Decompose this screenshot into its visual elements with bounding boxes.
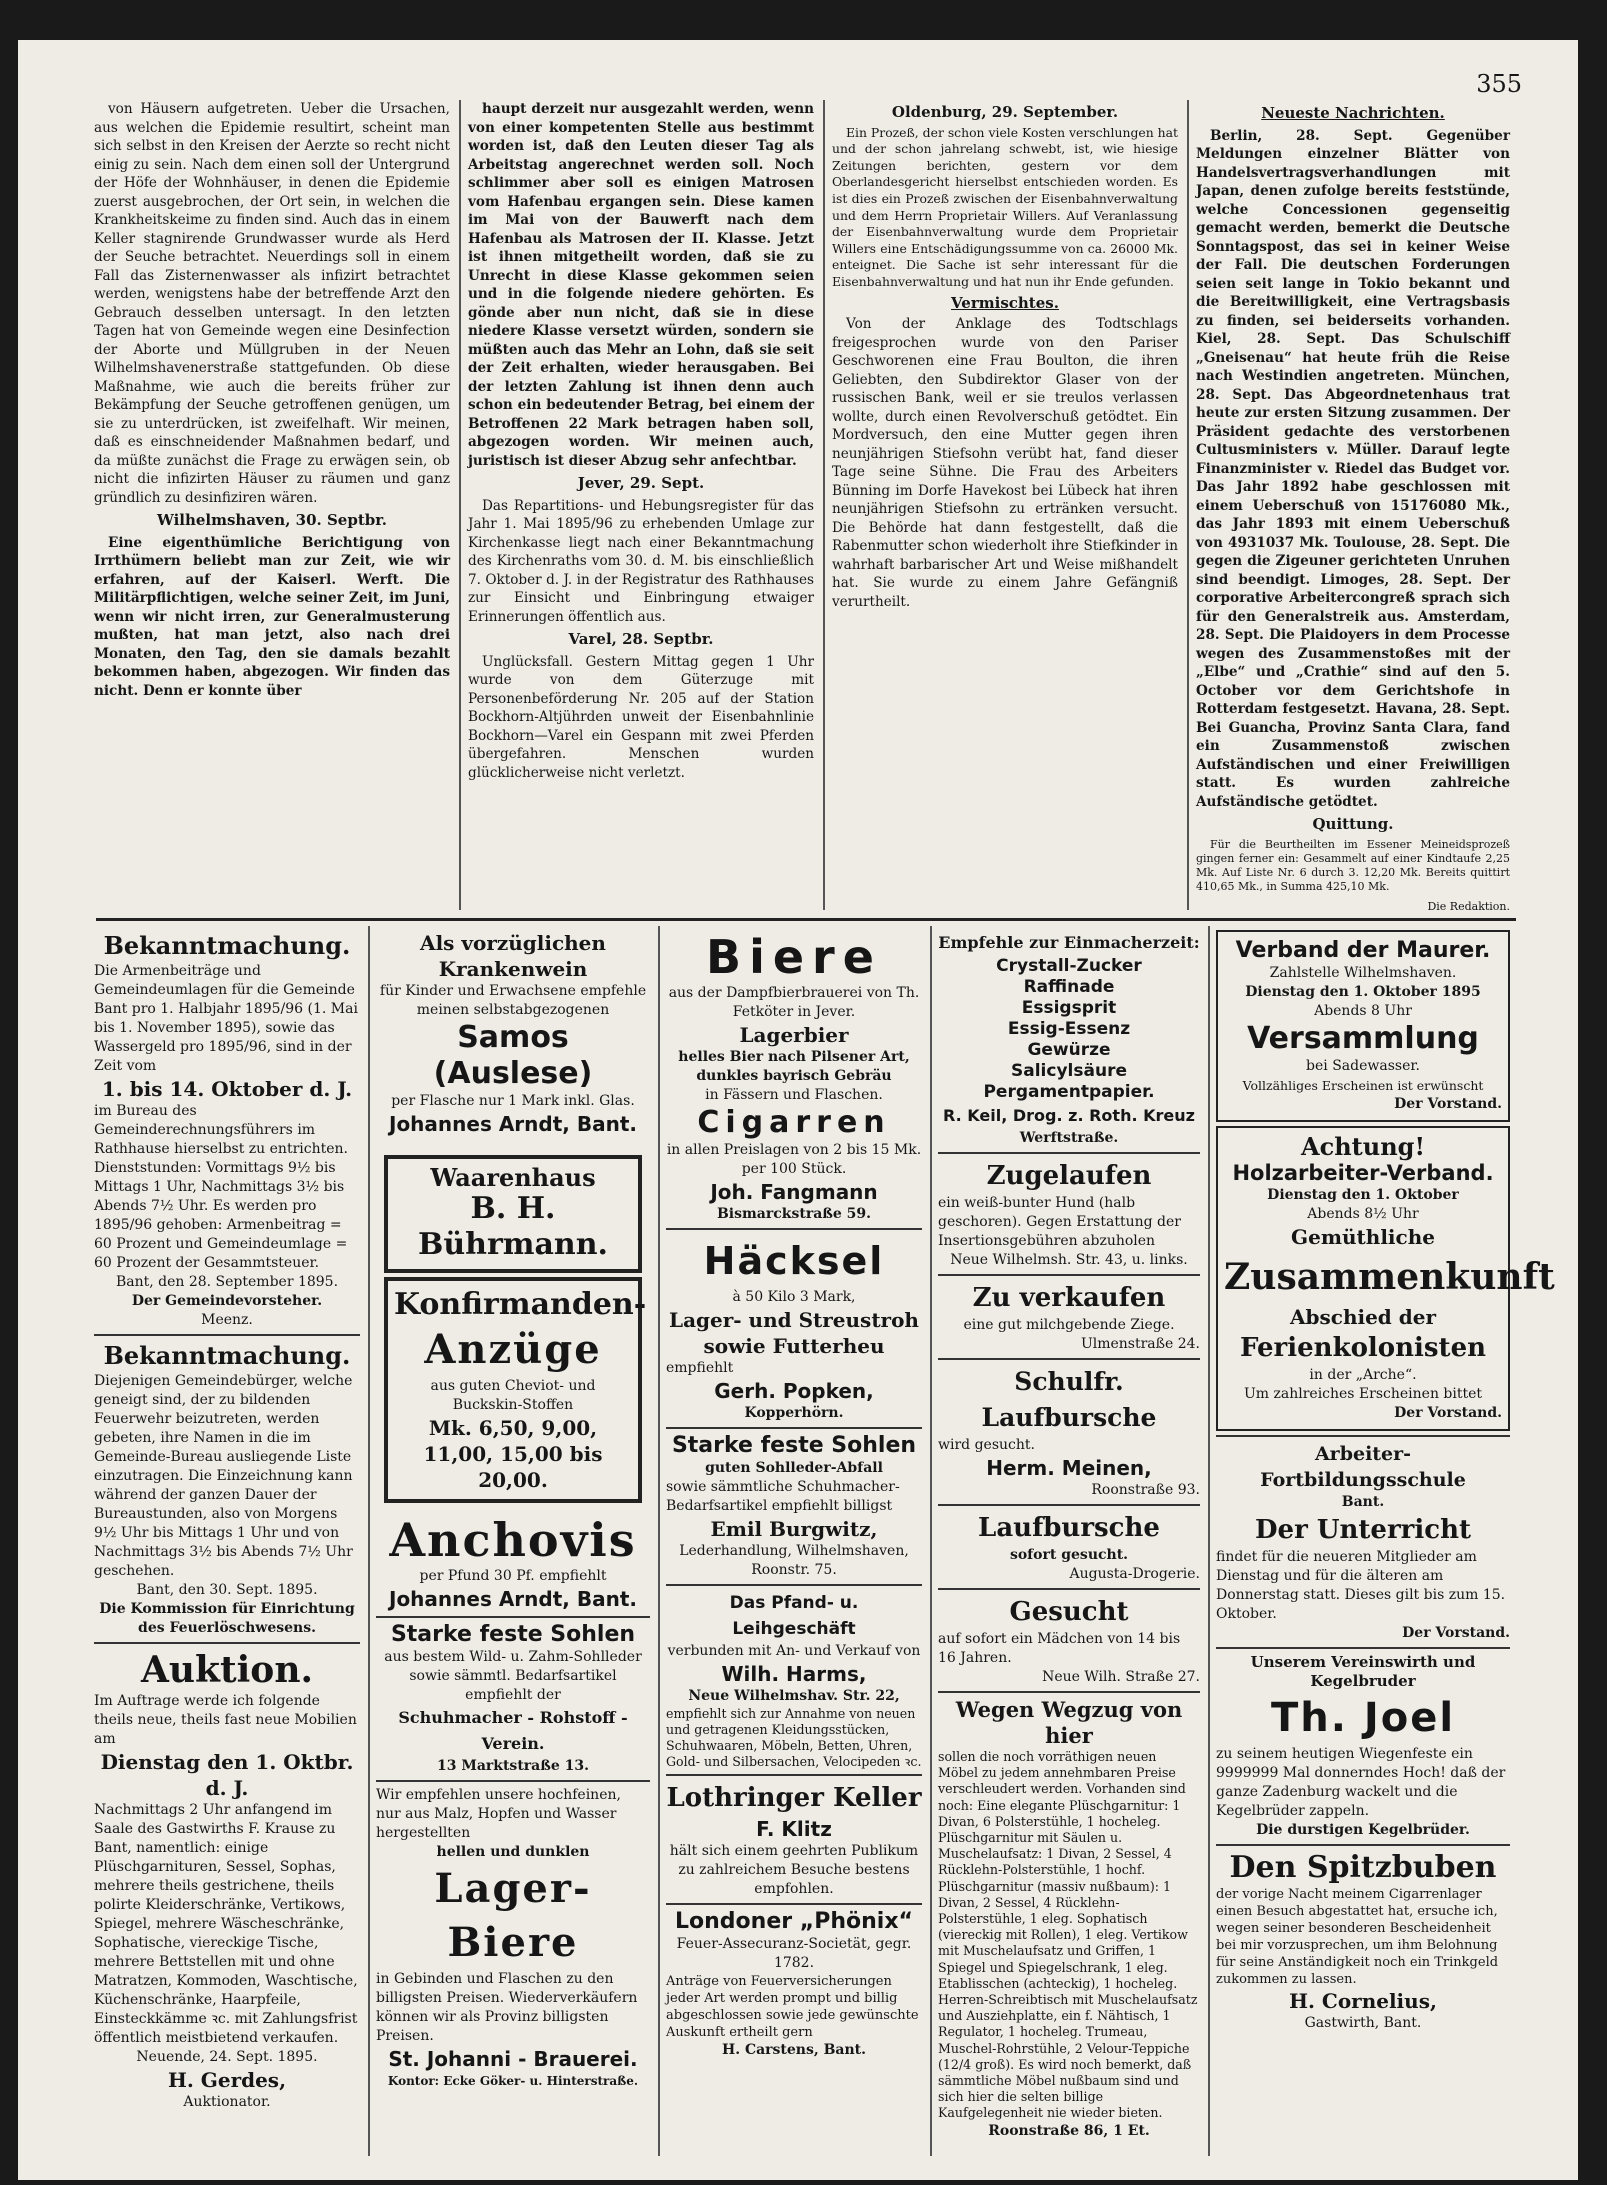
ad-auktion xyxy=(94,1648,360,2112)
ad-title: Wegen Wegzug von hier xyxy=(955,1697,1183,1748)
ad-time: Abends 8½ Uhr xyxy=(1307,1206,1419,1222)
ad-title: Starke feste Sohlen xyxy=(390,1622,636,1647)
ad-lagerbiere xyxy=(376,1786,650,2091)
ad-title: Schulfr. Laufbursche xyxy=(981,1367,1157,1432)
ad-text: empfiehlt xyxy=(666,1360,734,1376)
ad-text: findet für die neueren Mitglieder am Dienstag und für die älteren am Donnerstag statt. Dieses gilt bis zum 15. Oktober. xyxy=(1216,1549,1506,1622)
article-column-1 xyxy=(94,100,450,910)
ad-addr: 13 Marktstraße 13. xyxy=(436,1758,590,1774)
ad-text: aus guten Cheviot- und Buckskin-Stoffen xyxy=(430,1378,596,1413)
ad-sub: Lagerbier xyxy=(739,1023,849,1047)
ad-text: in Fässern und Flaschen. xyxy=(705,1087,883,1103)
ad-sohlen-2 xyxy=(666,1433,922,1580)
ad-title: Starke feste Sohlen xyxy=(671,1433,917,1458)
article-heading: Varel, 28. Septbr. xyxy=(568,630,714,648)
ad-zugelaufen xyxy=(938,1158,1200,1270)
ad-text: empfiehlt sich zur Annahme von neuen und getragenen Kleidungsstücken, Schuhwaaren, Möbeln, Betten, Uhren, Gold- und Silbersachen, Velocipeden ꝛc. xyxy=(666,1706,922,1769)
ad-place: in der „Arche“. xyxy=(1309,1367,1417,1383)
ad-title: Als vorzüglichen Krankenwein xyxy=(420,931,606,981)
ad-separator xyxy=(938,1691,1200,1693)
ad-name: Holzarbeiter-Verband. xyxy=(1232,1161,1494,1185)
ad-sub: hellen und dunklen xyxy=(436,1844,590,1860)
ad-text: aus bestem Wild- u. Zahm-Sohlleder sowie sämmtl. Bedarfsartikel xyxy=(384,1649,642,1684)
ad-waarenhaus xyxy=(384,1155,642,1273)
ad-shop: Wilh. Harms, xyxy=(721,1662,867,1686)
column-rule xyxy=(368,926,370,2156)
ad-title: Konfirmanden- xyxy=(394,1287,647,1322)
article-text: Berlin, 28. Sept. Gegenüber Meldungen einzelner Blätter von Handelsvertragsverhandlungen mit Japan, denen zufolge bereits feststünde, welche Concessionen gegenseitig gemacht werden, bemerkt die Deutsche Sonntagspost, das sei in keiner Weise der Fall. Die deutschen Forderungen seien seit lange in Tokio bekannt und die Bereitwilligkeit, eine Vertragsbasis zu finden, sei beiderseits vorhanden. Kiel, 28. Sept. Das Schulschiff „Gneisenau“ hat heute früh die Reise nach Westindien angetreten. München, 28. Sept. Das Abgeordnetenhaus trat heute zur ersten Sitzung zusammen. Der Präsident gedachte des verstorbenen Cultusministers v. Müller. Darauf legte Finanzminister v. Riedel das Budget vor. Das Jahr 1892 habe geschlossen mit einem Ueberschuß von 15176080 Mk., das Jahr 1893 mit einem Ueberschuß von 4931037 Mk. Toulouse, 28. Sept. Die gegen die Zigeuner gerichteten Unruhen sind beendigt. Limoges, 28. Sept. Der corporative Arbeitercongreß sprach sich für den Generalstreik aus. Amsterdam, 28. Sept. Die Plaidoyers in dem Processe wegen des Zusammenstoßes mit der „Elbe“ und „Crathie“ sind auf den 5. October vor dem Gerichtshofe in Rotterdam festgesetzt. Havana, 28. Sept. Bei Guancha, Provinz Santa Clara, fand ein Zusammenstoß zwischen Aufständischen und einer Freiwilligen statt. Es wurden zahlreiche Aufständische getödtet. xyxy=(1196,127,1510,810)
ad-name: Th. Joel xyxy=(1270,1695,1456,1741)
ad-krankenwein xyxy=(376,930,650,1137)
ad-role: Gastwirth, Bant. xyxy=(1304,2015,1422,2031)
ad-sohlen xyxy=(376,1622,650,1776)
ad-text: helles Bier nach Pilsener Art, dunkles bayrisch Gebräu xyxy=(678,1049,910,1084)
article-heading: Oldenburg, 29. September. xyxy=(891,103,1119,121)
column-rule xyxy=(658,926,660,2156)
ad-title: Cigarren xyxy=(697,1105,891,1140)
ad-shop: B. H. Bührmann. xyxy=(417,1191,609,1262)
ad-laufbursche xyxy=(938,1510,1200,1584)
ad-addr: Neue Wilhelmsh. Str. 43, u. links. xyxy=(950,1252,1188,1268)
ad-phoenix xyxy=(666,1909,922,2060)
article-text: Unglücksfall. Gestern Mittag gegen 1 Uhr wurde von dem Güterzuge mit Personenbeförderung Nr. 205 auf der Station Bockhorn-Altjührden unweit der Eisenbahnlinie Bockhorn—Varel ein Gespann mit zwei Pferden übergefahren. Menschen wurden glücklicherweise nicht verletzt. xyxy=(468,653,814,781)
article-text: Ein Prozeß, der schon viele Kosten verschlungen hat und der schon jahrelang schwebt, ist, wie hiesige Zeitungen berichten, gestern vor dem Oberlandesgericht hierselbst entschieden worden. Es ist dies ein Prozeß zwischen der Eisenbahnverwaltung und dem Herrn Proprietair Willers. Auf Veranlassung der Eisenbahnverwaltung wurde dem Proprietair Willers eine Entschädigungssumme von ca. 26000 Mk. enteignet. Die Sache ist sehr interessant für die Eisenbahnverwaltung und hat nun ihr Ende gefunden. xyxy=(832,124,1178,289)
column-rule xyxy=(823,100,825,910)
ad-text: der vorige Nacht meinem Cigarrenlager einen Besuch abgestattet hat, ersuche ich, wegen seiner besonderen Bescheidenheit bei mir vorzusprechen, um ihm Belohnung für seine Anständigkeit noch ein Trinkgeld zukommen zu lassen. xyxy=(1216,1887,1499,1987)
ad-dates: 1. bis 14. Oktober d. J. xyxy=(101,1077,353,1101)
ad-title: Arbeiter-Fortbildungsschule xyxy=(1260,1443,1466,1491)
ad-separator xyxy=(938,1588,1200,1590)
ad-title: Gesucht xyxy=(1009,1597,1129,1627)
article-text: Für die Beurtheilten im Essener Meineidsprozeß gingen ferner ein: Gesammelt auf einer Kindtaufe 2,25 Mk. Auf Liste Nr. 6 durch 3. 12,20 Mk. Bereits quittirt 410,65 Mk., in Summa 425,10 Mk. xyxy=(1196,837,1510,893)
ad-title: Den Spitzbuben xyxy=(1229,1850,1497,1885)
ad-title: Zugelaufen xyxy=(986,1161,1152,1191)
ad-fortbildungsschule xyxy=(1216,1441,1510,1643)
ad-text: Die Armenbeiträge und Gemeindeumlagen für die Gemeinde Bant pro 1. Halbjahr 1895/96 (1. Mai bis 1. November 1895), sowie das Wassergeld pro 1895/96, sind in der Zeit vom xyxy=(94,963,358,1074)
ad-separator xyxy=(376,1616,650,1618)
ad-separator xyxy=(666,1228,922,1230)
ad-item: Pergamentpapier. xyxy=(983,1082,1155,1102)
ad-line: Gemüthliche xyxy=(1291,1225,1435,1249)
ad-text: aus der Dampfbierbrauerei von Th. Fetköter in Jever. xyxy=(668,985,920,1020)
ad-title: Das Pfand- u. Leihgeschäft xyxy=(729,1593,859,1639)
ad-item: Essig-Essenz xyxy=(1007,1019,1131,1039)
ad-title: Achtung! xyxy=(1301,1132,1425,1161)
ad-sign: Der Vorstand. xyxy=(1394,1405,1502,1421)
ad-konfirmanden xyxy=(384,1277,647,1503)
newspaper-page xyxy=(18,40,1578,2180)
ad-text: Vollzähliges Erscheinen ist erwünscht xyxy=(1242,1078,1484,1093)
ad-maurer xyxy=(1216,930,1510,1122)
ad-sign: Die Kommission für Einrichtung des Feuerlöschwesens. xyxy=(99,1601,355,1636)
ad-text: sollen die noch vorräthigen neuen Möbel zu jedem annehmbaren Preise verschleudert werden. Vorhanden sind noch: Eine elegante Plüschgarnitur: 1 Divan, 6 Polsterstühle, 1 hocheleg. Plüschgarnitur mit Säulen u. Muschelaufsatz: 1 Divan, 2 Sessel, 4 Rücklehn-Polsterstühle, 1 hochf. Plüschgarnitur (massiv nußbaum): 1 Divan, 2 Sessel, 4 Rücklehn-Polsterstühle, 1 eleg. Sophatisch (viereckig mit Rollen), 1 eleg. Vertikow mit Muschelaufsatz und Griffen, 1 Spiegel und Spiegelschrank, 1 eleg. Etablisschen (achteckig), 1 hocheleg. Herren-Schreibtisch mit Muschelaufsatz und Ausziehplatte, ein f. Nähtisch, 1 Regulator, 1 hocheleg. Trumeau, Muschel-Rohrstühle, 2 Velour-Teppiche (12/4 groß). Es wird noch bemerkt, daß sämmtliche Möbel nußbaum sind und sich hier die selten billige Kaufgelegenheit nie wieder bieten. xyxy=(938,1749,1198,2121)
ad-text: im Bureau des Gemeinderechnungsführers im Rathhause hierselbst zu entrichten. Dienststunden: Vormittags 9½ bis Mittags 1 Uhr, Nachmittags 3½ bis Abends 7½ Uhr. Es werden pro 1895/96 gehoben: Armenbeitrag = 60 Prozent und Gemeindeumlage = 60 Prozent der Gesammtsteuer. xyxy=(94,1103,348,1271)
ad-text: Im Auftrage werde ich folgende theils neue, theils fast neue Mobilien am xyxy=(94,1693,357,1747)
ad-anchovis xyxy=(376,1513,650,1612)
ad-addr: Lederhandlung, Wilhelmshaven, Roonstr. 75. xyxy=(679,1543,909,1578)
ad-wegzug xyxy=(938,1697,1200,2141)
article-text: Von der Anklage des Todtschlags freigesprochen wurde von den Pariser Geschworenen eine Frau Boulton, die ihren Geliebten, den Subdirektor Glaser von der russischen Bank, weil er sie treulos verlassen wollte, durch einen Revolverschuß getödtet. Ein Mordversuch, den eine Mutter gegen ihren neunjährigen Stiefsohn verübt hat, fand dieser Tage seine Sühne. Die Frau des Arbeiters Bünning im Dorfe Havekost bei Lübeck hat ihren neunjährigen Stiefsohn zu ertränken versucht. Die Behörde hat dann festgestellt, daß die Rabenmutter schon wiederholt ihre Stiefkinder in wahrhaft barbarischer Art und Weise mißhandelt hat. Sie wurde zu einem Jahre Gefängniß verurtheilt. xyxy=(832,316,1178,610)
article-text: haupt derzeit nur ausgezahlt werden, wenn von einer kompetenten Stelle aus bestimmt worden ist, daß den Leuten dieser Tag als Arbeitstag angerechnet werden soll. Noch schlimmer aber soll es einigen Matrosen vom Hafenbau ergangen sein. Diese kamen im Mai von der Bauwerft nach dem Hafenbau als Matrosen der II. Klasse. Jetzt ist ihnen mitgetheilt worden, daß sie zu Unrecht in diese Klasse gekommen seien und in die folgende niedere gehörten. Es gönde aber nun nicht, daß sie in diese niedere Klasse versetzt würden, sondern sie müßten auch das Mehr an Lohn, daß sie seit der Zeit erhalten, wieder herausgaben. Bei der letzten Zahlung ist ihnen denn auch schon ein bedeutender Betrag, bei einem der Betroffenen 22 Mark betragen haben soll, abgezogen worden. Wir meinen auch, juristisch ist dieser Abzug sehr anfechtbar. xyxy=(468,101,814,469)
ad-item: Gewürze xyxy=(1027,1040,1111,1060)
ad-name: F. Klitz xyxy=(756,1817,832,1841)
article-heading: Neueste Nachrichten. xyxy=(1261,104,1445,122)
ad-title: Anzüge xyxy=(424,1326,602,1373)
article-heading: Wilhelmshaven, 30. Septbr. xyxy=(156,511,388,529)
ad-shop: Gerh. Popken, xyxy=(714,1379,874,1403)
ad-big: Versammlung xyxy=(1247,1021,1479,1056)
ad-line: Ferienkolonisten xyxy=(1239,1333,1487,1363)
ad-schulfr-laufbursche xyxy=(938,1364,1200,1500)
ad-text: hält sich einem geehrten Publikum zu zahlreichem Besuche bestens empfohlen. xyxy=(669,1843,919,1897)
column-rule xyxy=(1208,926,1210,2156)
ad-lothringer-keller xyxy=(666,1780,922,1899)
article-column-3 xyxy=(832,100,1178,910)
ad-sign: H. Gerdes, xyxy=(167,2068,287,2092)
ad-shop: H. Carstens, Bant. xyxy=(721,2042,867,2058)
ad-line: Abschied der xyxy=(1290,1305,1436,1329)
ad-einmacherzeit xyxy=(938,930,1200,1148)
article-heading: Quittung. xyxy=(1312,815,1394,833)
ad-separator xyxy=(1216,1844,1510,1846)
ad-separator xyxy=(1216,1647,1510,1649)
ad-text: in Gebinden und Flaschen zu den billigsten Preisen. Wiederverkäufern können wir als Provinz billigsten Preisen. xyxy=(376,1971,638,2044)
article-sign: Die Redaktion. xyxy=(1427,899,1510,913)
ad-title: Anchovis xyxy=(389,1513,637,1567)
ad-place: bei Sadewasser. xyxy=(1306,1058,1420,1074)
ad-title: Waarenhaus xyxy=(430,1163,596,1192)
article-text: Das Repartitions- und Hebungsregister für das Jahr 1. Mai 1895/96 zu erhebenden Umlage zur Kirchenkasse liegt nach einer Bekanntmachung des Kirchenraths vom 30. d. M. bis einschließlich 7. Oktober d. J. in der Registratur des Rathhauses zur Einsicht und Einbringung etwaiger Erinnerungen öffentlich aus. xyxy=(468,497,814,625)
ad-separator xyxy=(94,1334,360,1336)
ad-title: Unserem Vereinswirth und Kegelbruder xyxy=(1250,1653,1476,1690)
ad-text: empfiehlt der xyxy=(465,1687,561,1703)
ad-title: Bekanntmachung. xyxy=(103,931,351,960)
ad-item: Crystall-Zucker xyxy=(996,956,1142,976)
ad-column-a xyxy=(94,930,360,2155)
ad-sign: H. Cornelius, xyxy=(1289,1989,1437,2013)
ad-text: sofort gesucht. xyxy=(1009,1547,1129,1563)
ad-title: Verband der Maurer. xyxy=(1235,938,1491,963)
ad-shop: St. Johanni - Brauerei. xyxy=(388,2047,638,2071)
ad-text: sowie sämmtliche Schuhmacher-Bedarfsartikel empfiehlt billigst xyxy=(666,1479,900,1514)
ad-pfandgeschaeft xyxy=(666,1590,922,1770)
ad-text: auf sofort ein Mädchen von 14 bis 16 Jahren. xyxy=(938,1631,1181,1666)
ad-text: Um zahlreiches Erscheinen bittet xyxy=(1243,1386,1483,1402)
ad-big: Der Unterricht xyxy=(1255,1515,1471,1545)
ad-title: Lothringer Keller xyxy=(666,1783,922,1813)
ad-time: Abends 8 Uhr xyxy=(1314,1003,1412,1019)
ad-cigarren xyxy=(666,1105,922,1224)
ad-addr: Bismarckstraße 59. xyxy=(716,1206,872,1222)
ad-shop: Joh. Fangmann xyxy=(710,1180,878,1204)
ad-text: Zahlstelle Wilhelmshaven. xyxy=(1269,965,1457,981)
ad-separator xyxy=(376,1780,650,1782)
ad-sign: Der Vorstand. xyxy=(1394,1096,1502,1112)
article-text: von Häusern aufgetreten. Ueber die Ursachen, aus welchen die Epidemie resultirt, scheint man sich selbst in den Kreisen der Aerzte so recht nicht einig zu sein. Nach dem einen soll der Untergrund der Höfe der Wohnhäuser, in denen die Epidemie zuerst ausgebrochen, der Ort sein, in welchen die Krankheitskeime zu finden sind. Auch das in einem Keller stagnirende Grundwasser wurde als Herd der Seuche betrachtet. Neuerdings soll in einem Fall das Zisternenwasser als infizirt betrachtet werden, wenigstens habe der betreffende Arzt den Gebrauch desselben untersagt. In den letzten Tagen hat von Gemeinde wegen eine Desinfection der Aborte und Müllgruben in der Neuen Wilhelmshavenerstraße stattgefunden. Ob diese Maßnahme, wie auch die bereits früher zur Bekämpfung der Seuche getroffenen genügen, um sie zu unterdrücken, ist zweifelhaft. Wir meinen, daß es einschneidender Maßnahmen bedarf, und da müßte zunächst die Frage zu erwägen sein, ob nicht die infizirten Häuser zu räumen und ganz gründlich zu desinfiziren wären. xyxy=(94,101,450,506)
ad-shop: Johannes Arndt, Bant. xyxy=(389,1112,637,1136)
ad-text: Wir empfehlen unsere hochfeinen, nur aus Malz, Hopfen und Wasser hergestellten xyxy=(376,1787,621,1841)
ad-item: Essigsprit xyxy=(1021,998,1117,1018)
ad-item: Salicylsäure xyxy=(1011,1061,1127,1081)
ad-text: in allen Preislagen von 2 bis 15 Mk. per 100 Stück. xyxy=(666,1142,922,1177)
ad-text: ein weiß-bunter Hund (halb geschoren). Gegen Erstattung der Insertionsgebühren abzuholen xyxy=(938,1195,1181,1249)
ad-text: Feuer-Assecuranz-Societät, gegr. 1782. xyxy=(676,1936,912,1971)
ad-separator xyxy=(666,1903,922,1905)
ad-addr: Augusta-Drogerie. xyxy=(1069,1566,1200,1582)
ad-title: Zu verkaufen xyxy=(972,1283,1166,1313)
ad-title: Biere xyxy=(706,930,882,984)
ad-item: Raffinade xyxy=(1023,977,1115,997)
ad-sub: Bant. xyxy=(1341,1494,1385,1510)
ad-role: Auktionator. xyxy=(183,2094,271,2110)
ad-haecksel xyxy=(666,1234,922,1423)
ad-addr: Neue Wilhelmshav. Str. 22, xyxy=(688,1688,900,1704)
ad-column-b xyxy=(376,930,650,2155)
ad-date-line: Dienstag den 1. Oktbr. d. J. xyxy=(100,1750,354,1800)
ad-text: zu seinem heutigen Wiegenfeste ein 9999999 Mal donnerndes Hoch! daß der ganze Zadenburg wackelt und die Kegelbrüder zappeln. xyxy=(1216,1746,1506,1819)
ad-text: Nachmittags 2 Uhr anfangend im Saale des Gastwirths F. Krause zu Bant, namentlich: einige Plüschgarnituren, Sessel, Sophas, mehrere theils gestrichene, theils polirte Kleiderschränke, Vertikows, Spiegel, mehrere Wäscheschränke, Sophatische, viereckige Tische, mehrere Bettstellen mit und ohne Matratzen, Kommoden, Waschtische, Küchenschränke, Haarpfeile, Einsteckkämme ꝛc. mit Zahlungsfrist öffentlich meistbietend verkaufen. xyxy=(94,1802,358,2046)
ad-title: Lager-Biere xyxy=(434,1865,592,1966)
ad-name: Meenz. xyxy=(201,1312,253,1328)
ad-text: per Pfund 30 Pf. empfiehlt xyxy=(419,1568,607,1584)
ad-date: Dienstag den 1. Oktober 1895 xyxy=(1245,984,1481,1000)
ad-text: für Kinder und Erwachsene empfehle meinen selbstabgezogenen xyxy=(379,983,647,1018)
ad-separator xyxy=(1216,1435,1510,1437)
ad-separator xyxy=(666,1427,922,1429)
ad-biere xyxy=(666,930,922,1105)
ad-separator xyxy=(938,1152,1200,1154)
article-column-4 xyxy=(1196,100,1510,913)
ad-bekanntmachung-1 xyxy=(94,930,360,1330)
column-rule xyxy=(930,926,932,2156)
ad-shop: Herm. Meinen, xyxy=(986,1456,1152,1480)
ad-text: Anträge von Feuerversicherungen jeder Art werden prompt und billig abgeschlossen sowie jede gewünschte Auskunft ertheilt gern xyxy=(666,1974,919,2040)
ad-title: Häcksel xyxy=(703,1239,885,1283)
ad-shop: Johannes Arndt, Bant. xyxy=(389,1587,637,1611)
ad-date: Neuende, 24. Sept. 1895. xyxy=(136,2049,318,2065)
ad-separator xyxy=(94,1642,360,1644)
ad-text: eine gut milchgebende Ziege. xyxy=(963,1317,1175,1333)
column-rule xyxy=(459,100,461,910)
ad-text: wird gesucht. xyxy=(938,1437,1035,1453)
ad-separator xyxy=(666,1774,922,1776)
ad-separator xyxy=(666,1584,922,1586)
ad-holzarbeiter xyxy=(1216,1126,1555,1431)
ad-date: Bant, den 28. September 1895. xyxy=(115,1274,339,1290)
ad-shop: R. Keil, Drog. z. Roth. Kreuz xyxy=(943,1106,1195,1125)
ad-zu-verkaufen xyxy=(938,1280,1200,1354)
section-divider xyxy=(96,918,1516,921)
ad-title: Bekanntmachung. xyxy=(103,1341,351,1370)
article-text: Eine eigenthümliche Berichtigung von Irrthümern beliebt man zur Zeit, wie wir erfahren, auf der Kaiserl. Werft. Die Militärpflichtigen, welche seiner Zeit, im Juni, wenn wir nicht irren, zur Generalmusterung mußten, hat man jetzt, also nach drei Monaten, den Tag, den sie damals bezahlt bekommen haben, abgezogen. Wir finden das nicht. Denn er konnte über xyxy=(94,534,450,699)
ad-shop: Emil Burgwitz, xyxy=(710,1517,878,1541)
ad-addr: Werftstraße. xyxy=(1019,1130,1119,1146)
ad-separator xyxy=(938,1274,1200,1276)
ad-title: Laufbursche xyxy=(978,1513,1160,1543)
ad-sign: Die durstigen Kegelbrüder. xyxy=(1256,1822,1470,1838)
ad-spitzbuben xyxy=(1216,1850,1510,2033)
ad-bekanntmachung-2 xyxy=(94,1340,360,1638)
ad-product: Samos (Auslese) xyxy=(433,1020,593,1091)
ad-date: Dienstag den 1. Oktober xyxy=(1267,1187,1459,1203)
ad-gesucht xyxy=(938,1594,1200,1687)
ad-date: Bant, den 30. Sept. 1895. xyxy=(136,1582,318,1598)
ad-addr: Roonstraße 93. xyxy=(1091,1482,1200,1498)
column-rule xyxy=(1187,100,1189,910)
ad-text: Lager- und Streustroh sowie Futterheu xyxy=(669,1308,919,1358)
page-number: 355 xyxy=(1476,70,1522,98)
ad-column-d xyxy=(938,930,1200,2155)
ad-text: Diejenigen Gemeindebürger, welche geneigt sind, der zu bildenden Feuerwehr beizutreten, werden gebeten, ihre Namen in die im Gemeinde-Bureau ausliegende Liste einzutragen. Die Einzeichnung kann während der ganzen Dauer der Bureaustunden, also von Morgens 9½ Uhr bis Mittags 1 Uhr und von Nachmittags 3½ bis Abends 7½ Uhr geschehen. xyxy=(94,1373,353,1579)
ad-addr: Ulmenstraße 24. xyxy=(1080,1336,1200,1352)
article-column-2 xyxy=(468,100,814,910)
ad-column-c xyxy=(666,930,922,2155)
ad-title: Auktion. xyxy=(140,1649,314,1691)
article-heading: Jever, 29. Sept. xyxy=(577,474,705,492)
ad-sign: Der Gemeindevorsteher. xyxy=(131,1293,323,1309)
ad-text: à 50 Kilo 3 Mark, xyxy=(732,1289,856,1305)
ad-title: Londoner „Phönix“ xyxy=(675,1909,913,1934)
ad-shop: Schuhmacher - Rohstoff - Verein. xyxy=(398,1708,628,1753)
ad-title: Empfehle zur Einmacherzeit: xyxy=(938,933,1200,952)
ad-addr: Kontor: Ecke Göker- u. Hinterstraße. xyxy=(387,2074,639,2088)
ad-line: Zusammenkunft xyxy=(1224,1256,1555,1298)
ad-addr: Kopperhörn. xyxy=(744,1405,844,1421)
ad-prices: Mk. 6,50, 9,00, 11,00, 15,00 bis 20,00. xyxy=(423,1416,603,1492)
article-heading: Vermischtes. xyxy=(951,293,1059,312)
ad-column-e xyxy=(1216,930,1555,2155)
ad-sign: Der Vorstand. xyxy=(1402,1625,1510,1641)
ad-addr: Neue Wilh. Straße 27. xyxy=(1042,1669,1200,1685)
ad-th-joel xyxy=(1216,1653,1510,1840)
ad-addr: Roonstraße 86, 1 Et. xyxy=(988,2122,1150,2139)
ad-text: guten Sohlleder-Abfall xyxy=(705,1460,883,1476)
ad-price: per Flasche nur 1 Mark inkl. Glas. xyxy=(391,1093,635,1109)
ad-text: verbunden mit An- und Verkauf von xyxy=(667,1643,921,1659)
ad-separator xyxy=(938,1504,1200,1506)
ad-separator xyxy=(938,1358,1200,1360)
